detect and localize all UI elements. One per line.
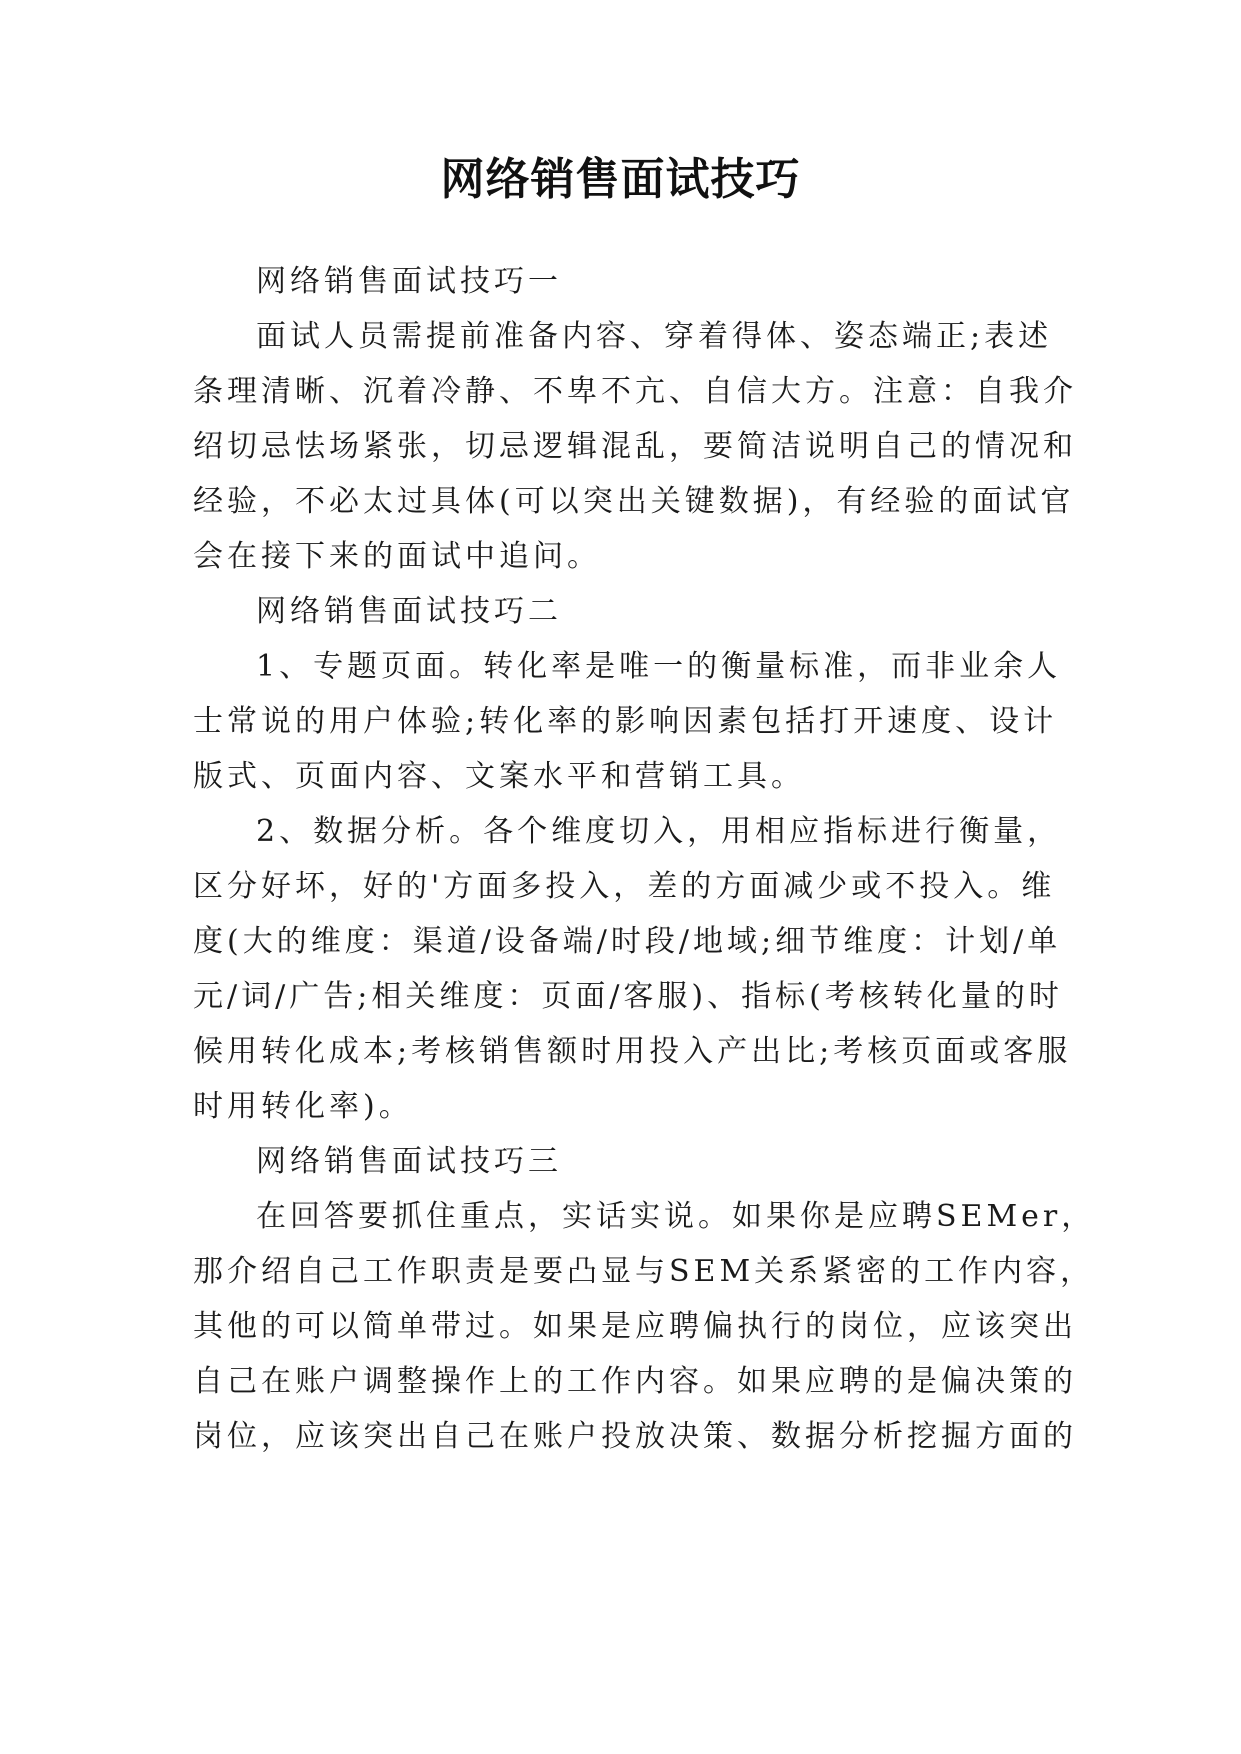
paragraph-line: 版式、页面内容、文案水平和营销工具。	[193, 759, 805, 794]
paragraph-line: 其他的可以简单带过。如果是应聘偏执行的岗位，应该突出	[193, 1309, 1077, 1344]
paragraph-line: 度(大的维度：渠道/设备端/时段/地域;细节维度：计划/单	[193, 924, 1062, 959]
paragraph-line: 元/词/广告;相关维度：页面/客服)、指标(考核转化量的时	[193, 979, 1063, 1014]
section-heading-3: 网络销售面试技巧三	[256, 1144, 562, 1179]
section-heading-1: 网络销售面试技巧一	[256, 264, 562, 299]
paragraph-line: 2、数据分析。各个维度切入，用相应指标进行衡量，	[256, 814, 1062, 849]
paragraph-line: 会在接下来的面试中追问。	[193, 539, 601, 574]
paragraph-line: 士常说的用户体验;转化率的影响因素包括打开速度、设计	[193, 704, 1058, 739]
paragraph-line: 时用转化率)。	[193, 1089, 413, 1124]
paragraph-line: 1、专题页面。转化率是唯一的衡量标准，而非业余人	[256, 649, 1062, 684]
paragraph-line: 经验，不必太过具体(可以突出关键数据)，有经验的面试官	[193, 484, 1075, 519]
paragraph-line: 候用转化成本;考核销售额时用投入产出比;考核页面或客服	[193, 1034, 1072, 1069]
paragraph-line: 条理清晰、沉着冷静、不卑不亢、自信大方。注意：自我介	[193, 374, 1077, 409]
paragraph-line: 那介绍自己工作职责是要凸显与SEM关系紧密的工作内容，	[193, 1254, 1095, 1289]
paragraph-line: 区分好坏，好的'方面多投入，差的方面减少或不投入。维	[193, 869, 1056, 904]
paragraph-line: 岗位，应该突出自己在账户投放决策、数据分析挖掘方面的	[193, 1419, 1077, 1454]
paragraph-line: 面试人员需提前准备内容、穿着得体、姿态端正;表述	[256, 319, 1053, 354]
paragraph-line: 自己在账户调整操作上的工作内容。如果应聘的是偏决策的	[193, 1364, 1077, 1399]
paragraph-line: 在回答要抓住重点，实话实说。如果你是应聘SEMer，	[256, 1199, 1096, 1234]
section-heading-2: 网络销售面试技巧二	[256, 594, 562, 629]
document-title: 网络销售面试技巧	[440, 154, 801, 205]
paragraph-line: 绍切忌怯场紧张，切忌逻辑混乱，要简洁说明自己的情况和	[193, 429, 1077, 464]
